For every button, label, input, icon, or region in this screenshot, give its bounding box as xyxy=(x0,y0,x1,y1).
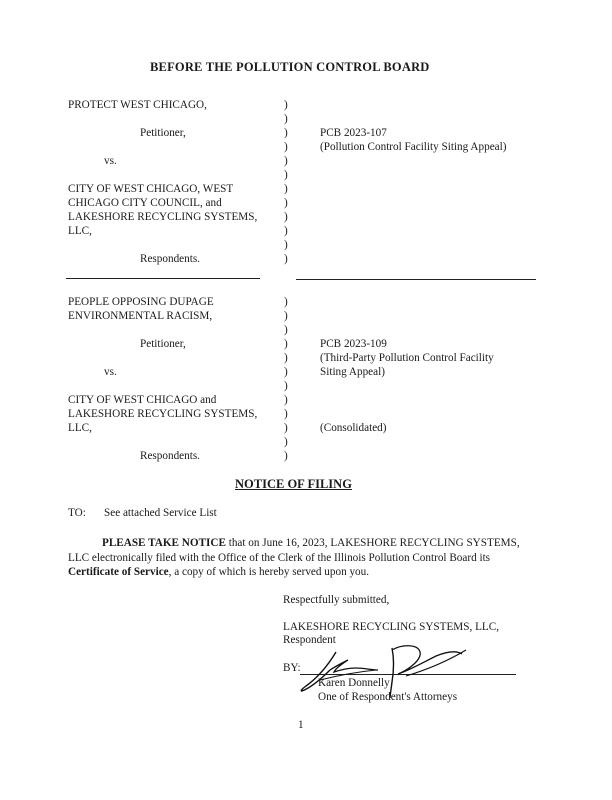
notice-text: , a copy of which is hereby served upon you. xyxy=(168,566,370,578)
firm-role: Respondent xyxy=(283,634,336,646)
case1-respondent-line: CITY OF WEST CHICAGO, WEST xyxy=(68,183,234,195)
page-title: BEFORE THE POLLUTION CONTROL BOARD xyxy=(150,60,430,74)
case2-petitioner-line: PEOPLE OPPOSING DUPAGE xyxy=(68,296,214,308)
to-value: See attached Service List xyxy=(104,507,217,519)
case1-respondent-line: LLC, xyxy=(68,225,92,237)
case1-petitioner-role: Petitioner, xyxy=(140,127,186,139)
case1-respondent-line: CHICAGO CITY COUNCIL, and xyxy=(68,197,222,209)
caption-divider-left xyxy=(66,278,260,279)
case1-respondent-role: Respondents. xyxy=(140,253,200,265)
case1-vs: vs. xyxy=(104,155,117,167)
notice-text: that on June 16, 2023, LAKESHORE RECYCLING SYSTEMS, LLC electronically filed with the Office of the Clerk of the Illinois Pollution Control Board its xyxy=(68,537,520,564)
closing: Respectfully submitted, xyxy=(283,594,390,606)
notice-title: NOTICE OF FILING xyxy=(235,477,352,491)
notice-lead: PLEASE TAKE NOTICE xyxy=(102,537,226,549)
by-label: BY: xyxy=(283,662,301,674)
case1-petitioner-name: PROTECT WEST CHICAGO, xyxy=(68,99,207,111)
case2-case-desc: (Third-Party Pollution Control Facility xyxy=(320,352,494,364)
case2-respondent-line: LLC, xyxy=(68,422,92,434)
signer-name: Karen Donnelly xyxy=(318,677,390,689)
notice-body xyxy=(68,536,538,580)
certificate-of-service: Certificate of Service xyxy=(68,566,169,578)
case2-petitioner-role: Petitioner, xyxy=(140,338,186,350)
page-number: 1 xyxy=(298,719,304,731)
case1-respondent-line: LAKESHORE RECYCLING SYSTEMS, xyxy=(68,211,258,223)
caption-divider-right xyxy=(296,279,536,280)
case2-respondent-line: CITY OF WEST CHICAGO and xyxy=(68,394,217,406)
to-label: TO: xyxy=(68,507,86,519)
firm-name: LAKESHORE RECYCLING SYSTEMS, LLC, xyxy=(283,621,499,633)
case2-case-number: PCB 2023-109 xyxy=(320,338,387,350)
case2-vs: vs. xyxy=(104,366,117,378)
case2-respondent-line: LAKESHORE RECYCLING SYSTEMS, xyxy=(68,408,258,420)
case2-case-desc: Siting Appeal) xyxy=(320,366,385,378)
case1-case-desc: (Pollution Control Facility Siting Appeal) xyxy=(320,141,507,153)
signer-title: One of Respondent's Attorneys xyxy=(318,691,458,703)
case2-respondent-role: Respondents. xyxy=(140,450,200,462)
case1-case-number: PCB 2023-107 xyxy=(320,127,387,139)
case2-petitioner-line: ENVIRONMENTAL RACISM, xyxy=(68,310,213,322)
case2-consolidated: (Consolidated) xyxy=(320,422,387,434)
